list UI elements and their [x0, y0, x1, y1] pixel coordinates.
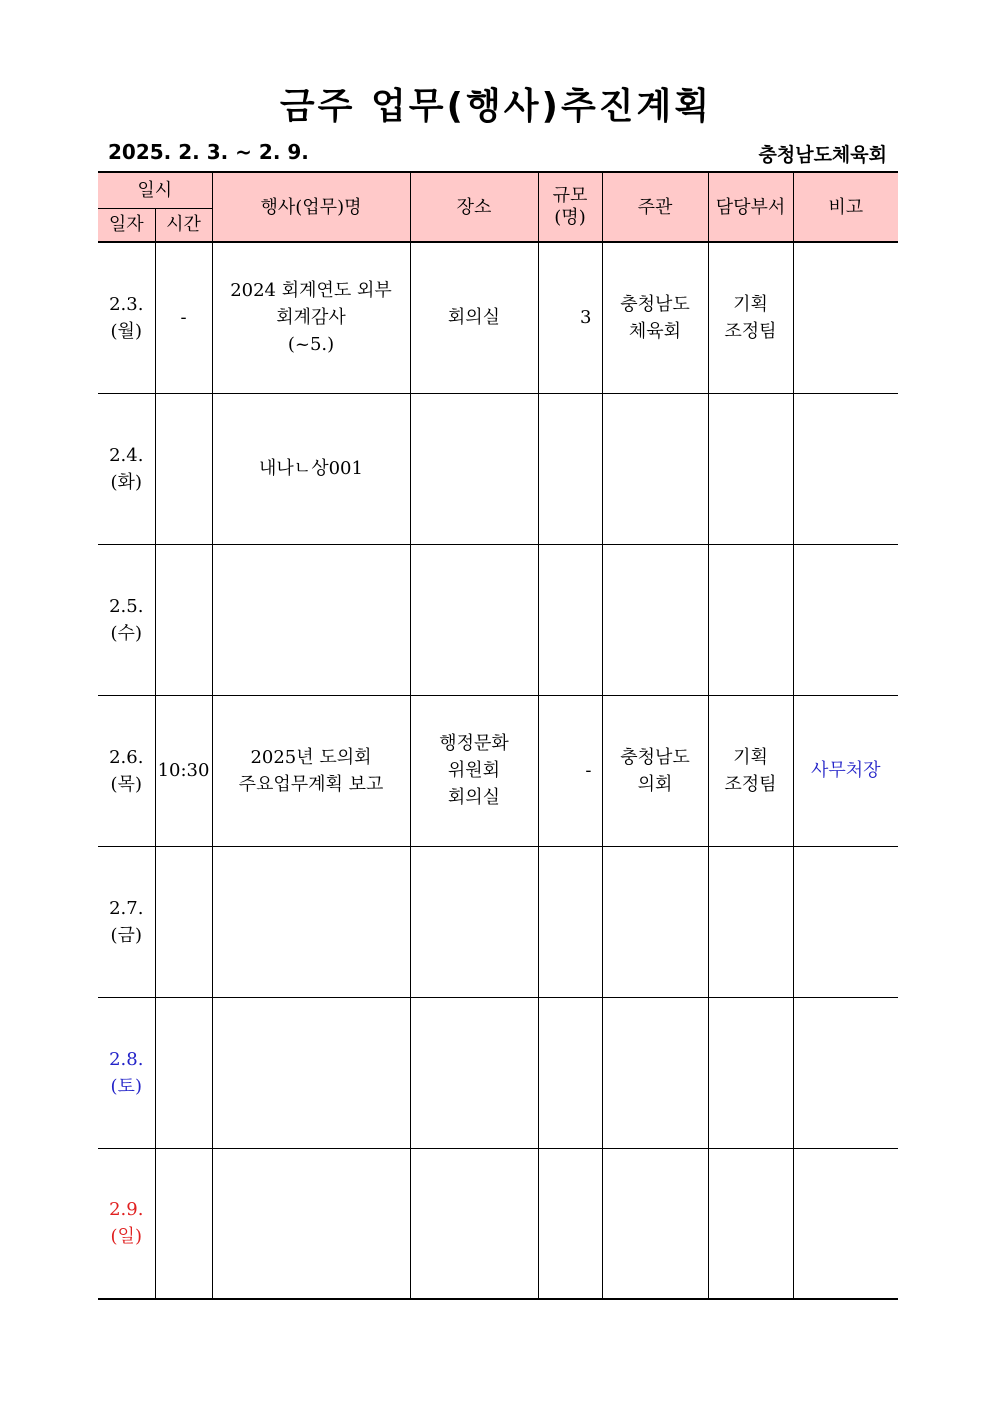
event-cell-line: 주요업무계획 보고 — [238, 773, 384, 795]
place-cell — [410, 544, 538, 695]
host-cell-line: 의회 — [637, 773, 673, 795]
place-cell — [410, 846, 538, 997]
place-cell — [410, 695, 538, 846]
host-cell — [602, 393, 708, 544]
day-of-week: (금) — [110, 924, 142, 946]
page-title: 금주 업무(행사)추진계획 — [279, 86, 713, 127]
table-row — [98, 242, 898, 393]
host-cell — [602, 997, 708, 1148]
event-cell — [212, 393, 410, 544]
scale-cell — [538, 997, 602, 1148]
date-cell — [98, 393, 155, 544]
note-cell: 사무처장 — [793, 695, 898, 846]
date-cell — [98, 242, 155, 393]
event-cell — [212, 695, 410, 846]
date-cell — [98, 997, 155, 1148]
table-row — [98, 393, 898, 544]
place-cell-line: 행정문화 — [439, 733, 509, 754]
dept-cell — [708, 695, 793, 846]
date-cell — [98, 544, 155, 695]
date-cell — [98, 1148, 155, 1299]
time-cell: - — [155, 242, 212, 393]
event-cell — [212, 242, 410, 393]
note-cell — [793, 242, 898, 393]
host-cell-line: 체육회 — [628, 320, 682, 342]
event-cell-line: 2025년 도의회 — [250, 746, 372, 768]
date-value: 2.5. — [109, 595, 144, 617]
header-datetime: 일시 — [98, 172, 212, 208]
note-cell — [793, 544, 898, 695]
day-of-week: (월) — [110, 320, 142, 342]
scale-cell — [538, 1148, 602, 1299]
dept-cell-line: 조정팀 — [724, 320, 777, 342]
day-of-week: (토) — [110, 1075, 142, 1097]
note-cell — [793, 1148, 898, 1299]
time-cell — [155, 544, 212, 695]
date-value: 2.6. — [109, 746, 144, 768]
place-cell — [410, 393, 538, 544]
place-cell — [410, 242, 538, 393]
dept-cell — [708, 846, 793, 997]
time-cell — [155, 1148, 212, 1299]
note-cell — [793, 997, 898, 1148]
date-value: 2.9. — [109, 1199, 144, 1221]
schedule-table — [98, 171, 898, 1300]
date-value: 2.8. — [109, 1048, 144, 1070]
time-cell — [155, 997, 212, 1148]
schedule-body — [98, 242, 898, 1299]
time-cell — [155, 393, 212, 544]
dept-cell-line: 기획 — [733, 746, 768, 768]
table-row — [98, 544, 898, 695]
event-cell — [212, 544, 410, 695]
time-cell: 10:30 — [155, 695, 212, 846]
date-value: 2.3. — [109, 293, 144, 315]
header-note: 비고 — [793, 172, 898, 242]
place-cell — [410, 1148, 538, 1299]
header-scale — [538, 172, 602, 242]
table-row — [98, 846, 898, 997]
day-of-week: (화) — [110, 471, 142, 493]
place-cell-line: 회의실 — [447, 307, 501, 329]
event-cell-line: 2024 회계연도 외부 — [230, 280, 392, 302]
host-cell — [602, 695, 708, 846]
day-of-week: (목) — [110, 773, 142, 795]
event-cell-line: (~5.) — [287, 334, 335, 356]
scale-cell — [538, 544, 602, 695]
host-cell-line: 충청남도 — [620, 293, 690, 315]
dept-cell-line: 조정팀 — [724, 773, 777, 795]
dept-cell — [708, 544, 793, 695]
header-host: 주관 — [602, 172, 708, 242]
event-cell-line: 회계감사 — [276, 307, 346, 329]
event-cell — [212, 997, 410, 1148]
date-cell — [98, 695, 155, 846]
header-place: 장소 — [410, 172, 538, 242]
dept-cell-line: 기획 — [733, 293, 768, 315]
place-cell — [410, 997, 538, 1148]
date-range: 2025. 2. 3. ~ 2. 9. — [108, 140, 309, 164]
host-cell-line: 충청남도 — [620, 746, 690, 768]
host-cell — [602, 846, 708, 997]
dept-cell — [708, 1148, 793, 1299]
event-cell — [212, 846, 410, 997]
table-row — [98, 695, 898, 846]
header-date: 일자 — [98, 208, 155, 242]
table-row — [98, 997, 898, 1148]
dept-cell — [708, 242, 793, 393]
scale-cell — [538, 393, 602, 544]
place-cell-line: 위원회 — [447, 760, 501, 781]
dept-cell — [708, 997, 793, 1148]
organization-name: 충청남도체육회 — [758, 144, 887, 166]
date-value: 2.4. — [109, 444, 144, 466]
day-of-week: (수) — [110, 622, 142, 644]
host-cell — [602, 242, 708, 393]
day-of-week: (일) — [110, 1226, 142, 1248]
date-value: 2.7. — [109, 897, 144, 919]
table-row — [98, 1148, 898, 1299]
host-cell — [602, 1148, 708, 1299]
scale-cell: 3 — [538, 242, 602, 393]
note-cell — [793, 393, 898, 544]
scale-cell — [538, 846, 602, 997]
header-event: 행사(업무)명 — [212, 172, 410, 242]
header-scale-line2: (명) — [554, 207, 586, 228]
date-cell — [98, 846, 155, 997]
table-header-row — [98, 172, 898, 208]
header-scale-line1: 규모 — [552, 185, 588, 206]
scale-cell: - — [538, 695, 602, 846]
note-cell — [793, 846, 898, 997]
place-cell-line: 회의실 — [447, 787, 501, 808]
host-cell — [602, 544, 708, 695]
event-cell-line: 내나ㄴ상001 — [259, 458, 363, 479]
dept-cell — [708, 393, 793, 544]
event-cell — [212, 1148, 410, 1299]
header-time: 시간 — [155, 208, 212, 242]
header-dept: 담당부서 — [708, 172, 793, 242]
time-cell — [155, 846, 212, 997]
